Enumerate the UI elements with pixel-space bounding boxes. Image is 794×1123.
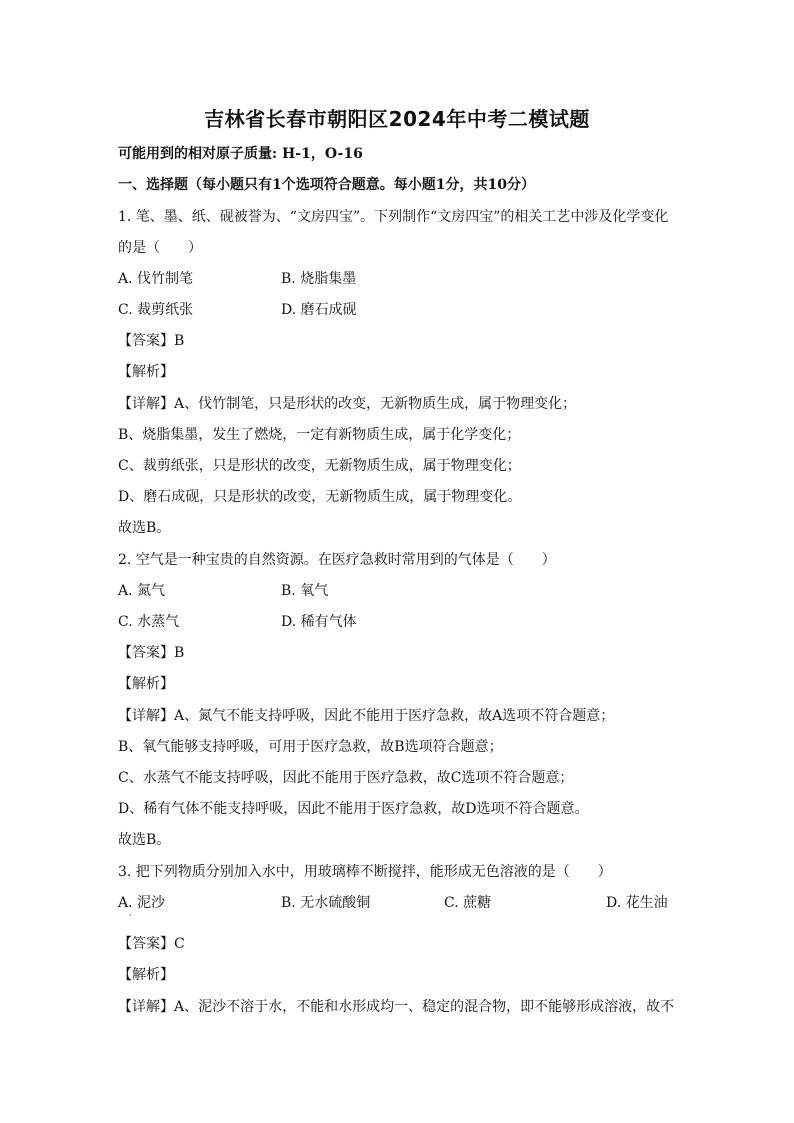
q2-option-a: A. 氮气 bbox=[118, 583, 166, 599]
q1-stem-line1: 1. 笔、墨、纸、砚被誉为、“文房四宝”。下列制作“文房四宝”的相关工艺中涉及化学变化 bbox=[118, 209, 669, 225]
q2-detail-3: C、水蒸气不能支持呼吸，因此不能用于医疗急救，故C选项不符合题意； bbox=[118, 770, 574, 786]
q1-option-c: C. 裁剪纸张 bbox=[118, 302, 194, 318]
q3-option-b: B. 无水硫酸铜 bbox=[281, 895, 371, 911]
section-heading: 一、选择题（每小题只有1个选项符合题意。每小题1分，共10分） bbox=[118, 177, 535, 193]
q2-options-row1 bbox=[118, 582, 688, 600]
q2-option-d: D. 稀有气体 bbox=[281, 614, 357, 630]
q3-analysis-label: 【解析】 bbox=[118, 967, 174, 983]
q2-detail-4: D、稀有气体不能支持呼吸，因此不能用于医疗急救，故D选项不符合题意。 bbox=[118, 801, 589, 817]
q3-option-a: A. 泥沙 bbox=[118, 895, 166, 911]
q1-detail-4: D、磨石成砚，只是形状的改变，无新物质生成，属于物理变化。 bbox=[118, 489, 522, 505]
q2-answer: 【答案】B bbox=[118, 645, 185, 661]
atomic-mass-note: 可能用到的相对原子质量: H-1，O-16 bbox=[118, 146, 363, 162]
q1-options-row2 bbox=[118, 301, 688, 319]
q1-detail-1: 【详解】A、伐竹制笔，只是形状的改变，无新物质生成，属于物理变化； bbox=[118, 396, 577, 412]
q2-analysis-label: 【解析】 bbox=[118, 676, 174, 692]
q1-conclusion: 故选B。 bbox=[118, 520, 171, 536]
q1-stem-line2: 的是（ ） bbox=[118, 240, 202, 256]
document-title: 吉林省长春市朝阳区2024年中考二模试题 bbox=[204, 107, 590, 131]
q3-stem: 3. 把下列物质分别加入水中，用玻璃棒不断搅拌，能形成无色溶液的是（ ） bbox=[118, 864, 612, 880]
q2-option-b: B. 氧气 bbox=[281, 583, 329, 599]
q1-options-row1 bbox=[118, 270, 688, 288]
q1-detail-3: C、裁剪纸张，只是形状的改变，无新物质生成，属于物理变化； bbox=[118, 458, 521, 474]
q2-conclusion: 故选B。 bbox=[118, 832, 171, 848]
q3-answer: 【答案】C bbox=[118, 936, 185, 952]
q1-detail-2: B、烧脂集墨，发生了燃烧，一定有新物质生成，属于化学变化； bbox=[118, 427, 521, 443]
q2-options-row2 bbox=[118, 613, 688, 631]
q1-answer: 【答案】B bbox=[118, 333, 185, 349]
q2-detail-2: B、氧气能够支持呼吸，可用于医疗急救，故B选项符合题意； bbox=[118, 739, 503, 755]
q1-option-a: A. 伐竹制笔 bbox=[118, 271, 194, 287]
stray-dot-mark: · bbox=[129, 911, 132, 920]
q1-analysis-label: 【解析】 bbox=[118, 364, 174, 380]
q2-stem: 2. 空气是一种宝贵的自然资源。在医疗急救时常用到的气体是（ ） bbox=[118, 552, 556, 568]
q3-detail-1: 【详解】A、泥沙不溶于水，不能和水形成均一、稳定的混合物，即不能够形成溶液，故不 bbox=[118, 999, 675, 1015]
q2-option-c: C. 水蒸气 bbox=[118, 614, 180, 630]
q3-option-c: C. 蔗糖 bbox=[444, 895, 492, 911]
q3-options-row bbox=[118, 894, 688, 912]
q1-option-d: D. 磨石成砚 bbox=[281, 302, 357, 318]
q2-detail-1: 【详解】A、氮气不能支持呼吸，因此不能用于医疗急救，故A选项不符合题意； bbox=[118, 708, 615, 724]
q1-option-b: B. 烧脂集墨 bbox=[281, 271, 357, 287]
q3-option-d: D. 花生油 bbox=[606, 895, 668, 911]
